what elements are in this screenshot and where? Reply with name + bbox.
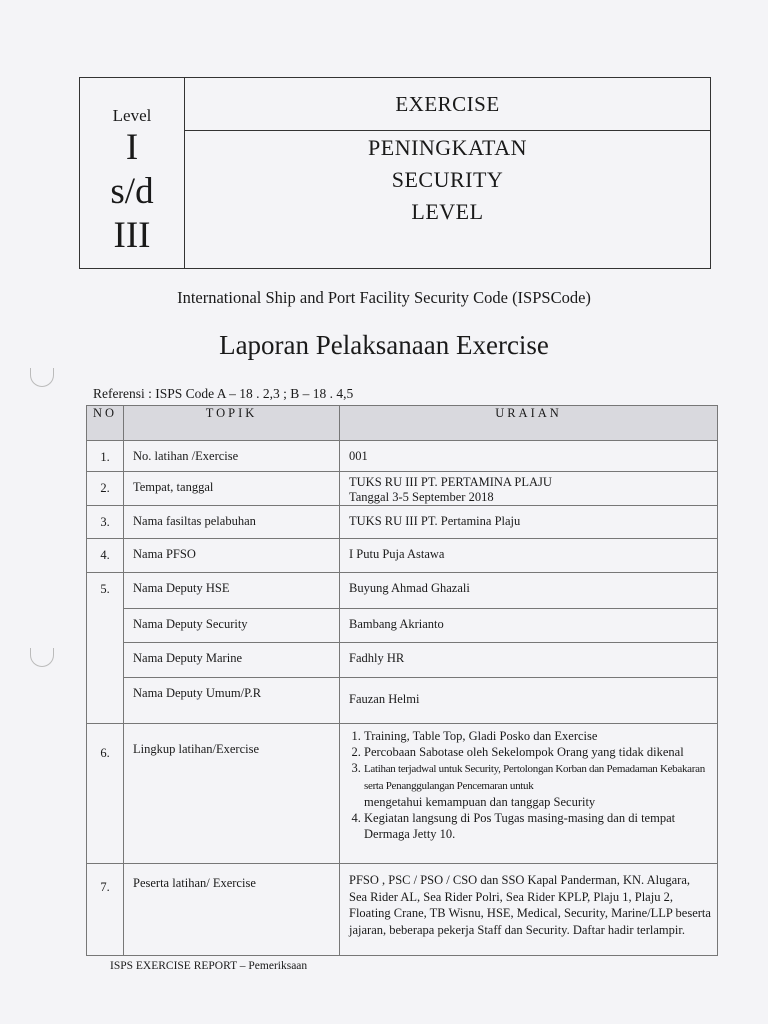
row-no: 3. — [100, 515, 110, 529]
row-topik: Nama Deputy HSE — [133, 581, 230, 595]
row-topik: Nama Deputy Umum/P.R — [133, 686, 262, 700]
level-panel — [80, 78, 185, 268]
table-row — [87, 573, 718, 609]
table-row — [87, 864, 718, 956]
table-row — [87, 441, 718, 472]
isps-code-title: International Ship and Port Facility Security Code (ISPSCode) — [177, 288, 591, 307]
row-uraian: Bambang Akrianto — [349, 617, 444, 631]
header-divider — [185, 130, 710, 131]
subtitle-line-1: PENINGKATAN — [368, 135, 527, 160]
level-mid: s/d — [110, 171, 154, 212]
row-uraian: Fadhly HR — [349, 651, 405, 665]
report-title: Laporan Pelaksanaan Exercise — [219, 330, 549, 360]
row-uraian: I Putu Puja Astawa — [349, 547, 445, 561]
list-item — [364, 760, 717, 810]
row-topik: Nama Deputy Marine — [133, 651, 242, 665]
row-uraian: TUKS RU III PT. Pertamina Plaju — [349, 514, 521, 528]
level-label: Level — [112, 106, 152, 125]
row-topik: Nama PFSO — [133, 547, 196, 561]
footer-note: ISPS EXERCISE REPORT – Pemeriksaan — [110, 960, 308, 972]
list-item-text: Latihan terjadwal untuk Security, Pertolongan Korban dan Pemadaman Kebakaran serta Penanggulangan Pencemaran untuk — [364, 763, 705, 792]
list-item: 4. Kegiatan langsung di Pos Tugas masing-masing dan di tempat Dermaga Jetty 10. — [364, 810, 717, 842]
table-header-row — [87, 406, 718, 441]
row-no: 5. — [100, 582, 110, 596]
row-uraian — [340, 472, 717, 505]
table-row — [87, 506, 718, 539]
row-topik: No. latihan /Exercise — [133, 449, 239, 463]
punch-hole — [30, 368, 54, 387]
row-topik: Peserta latihan/ Exercise — [133, 876, 256, 890]
scope-list — [340, 728, 717, 842]
row-topik: Nama fasiltas pelabuhan — [133, 514, 256, 528]
exercise-table — [86, 405, 718, 956]
table-row — [87, 539, 718, 573]
table-row — [87, 724, 718, 864]
row-no: 6. — [100, 746, 110, 760]
subtitle-line-2: SECURITY — [391, 167, 504, 192]
row-topik: Tempat, tanggal — [133, 480, 214, 494]
table-row — [87, 678, 718, 724]
table-row — [87, 643, 718, 678]
level-from: I — [125, 127, 139, 168]
exercise-panel — [185, 78, 710, 268]
row-uraian: Fauzan Helmi — [349, 692, 420, 706]
header-box — [79, 77, 711, 269]
list-item-tail: mengetahui kemampuan dan tanggap Security — [364, 795, 596, 809]
reference-line: Referensi : ISPS Code A – 18 . 2,3 ; B – 18 . 4,5 — [93, 386, 354, 401]
date-line: Tanggal 3-5 September 2018 — [349, 490, 494, 504]
col-header-no: NO — [87, 406, 124, 441]
row-uraian: 001 — [349, 449, 368, 463]
row-uraian: PFSO , PSC / PSO / CSO dan SSO Kapal Panderman, KN. Alugara, Sea Rider AL, Sea Rider Polri, Sea Rider KPLP, Plaju 1, Plaju 2, Floating Crane, TB Wisnu, HSE, Medical, Security, Marine/LLP beserta jajaran, beberapa pekerja Staff dan Security. Daftar hadir terlampir. — [349, 873, 711, 937]
row-no: 4. — [100, 548, 110, 562]
row-uraian: Buyung Ahmad Ghazali — [349, 581, 470, 595]
table-row — [87, 609, 718, 643]
row-no: 2. — [100, 481, 110, 495]
level-to: III — [113, 215, 151, 256]
col-header-topik: TOPIK — [124, 406, 340, 441]
list-item: 1. Training, Table Top, Gladi Posko dan Exercise — [364, 728, 717, 744]
exercise-subtitle — [185, 132, 710, 228]
row-topik: Lingkup latihan/Exercise — [133, 742, 260, 756]
row-no: 1. — [100, 450, 110, 464]
col-header-uraian: URAIAN — [340, 406, 718, 441]
list-item: 2. Percobaan Sabotase oleh Sekelompok Orang yang tidak dikenal — [364, 744, 717, 760]
subtitle-line-3: LEVEL — [411, 199, 484, 224]
location-line: TUKS RU III PT. PERTAMINA PLAJU — [349, 475, 552, 489]
exercise-title: EXERCISE — [395, 92, 500, 116]
row-topik: Nama Deputy Security — [133, 617, 248, 631]
punch-hole — [30, 648, 54, 667]
row-no: 7. — [100, 880, 110, 894]
table-row — [87, 472, 718, 506]
